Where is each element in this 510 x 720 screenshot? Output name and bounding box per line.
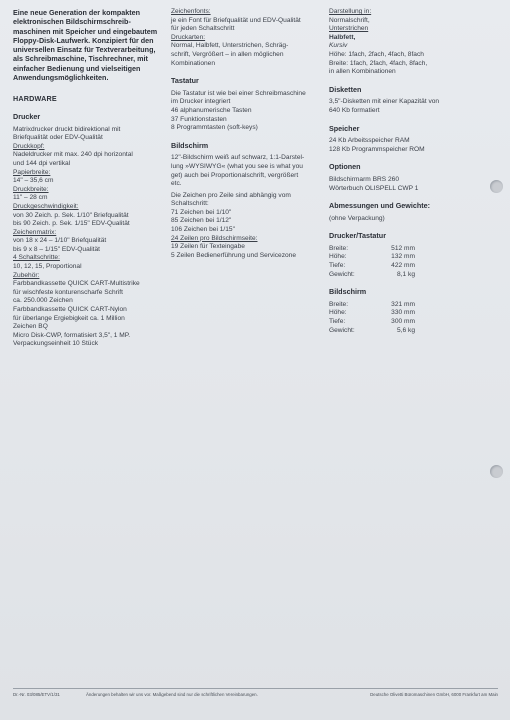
text-halbfett: Halbfett, (329, 33, 356, 41)
label-druckarten: Druckarten: (171, 33, 206, 41)
heading-bildschirm-masse: Bildschirm (329, 287, 367, 297)
text-disketten: 3,5"-Disketten mit einer Kapazität von 640 Kb formatiert (329, 98, 440, 114)
text-optionen: Bildschirmarm BRS 260 Wörterbuch OLISPELL CWP 1 (329, 175, 419, 192)
text-zeichen-pro-zeile: Die Zeichen pro Zeile sind abhängig vom Schaltschritt: 71 Zeichen bei 1/10" 85 Zeichen bei 1/12" 106 Zeichen bei 1/15" (171, 191, 291, 234)
label-zeichenmatrix: Zeichenmatrix: (13, 228, 57, 236)
heading-bildschirm: Bildschirm (171, 140, 209, 150)
footer-disclaimer: Änderungen behalten wir uns vor. Maßgebend sind nur die schriftlichen Vereinbarungen. (86, 692, 258, 697)
text-schaltschritte: 10, 12, 15, Proportional (13, 263, 82, 271)
spec-value: 132 mm (391, 253, 415, 261)
spec-label: Tiefe: (329, 318, 346, 326)
text-zeichenmatrix: von 18 x 24 – 1/10" Briefqualität bis 9 x 8 – 1/15" EDV-Qualität (13, 237, 107, 253)
text-zubehoer: Farbbandkassette QUICK CART-Multistrike für wischfeste konturenscharfe Schrift ca. 250.000 Zeichen Farbbandkassette QUICK CART-Nylon für überlange Ergiebigkeit ca. 1 Million Zeichen BQ Micro Disk-CWP, formatisiert 3,5", 1 MP. Verpackungseinheit 10 Stück (13, 280, 140, 348)
specs-drucker-tastatur (329, 245, 494, 279)
heading-drucker: Drucker (13, 111, 41, 121)
heading-abmessungen: Abmessungen und Gewichte: (329, 201, 431, 211)
spec-label: Tiefe: (329, 262, 346, 270)
spec-value: 422 mm (391, 262, 415, 270)
heading-optionen: Optionen (329, 162, 361, 172)
column-left (13, 8, 165, 349)
label-schaltschritte: 4 Schaltschritte: (13, 254, 60, 262)
spec-value: 8,1 kg (397, 270, 415, 278)
label-papierbreite: Papierbreite: (13, 168, 51, 176)
specs-bildschirm (329, 301, 494, 335)
label-druckkopf: Druckkopf: (13, 142, 45, 150)
column-middle (171, 8, 324, 260)
text-darstellung-groessen: Höhe: 1fach, 2fach, 4fach, 8fach Breite: 1fach, 2fach, 4fach, 8fach, in allen Kombinationen (329, 50, 428, 76)
heading-drucker-tastatur: Drucker/Tastatur (329, 231, 386, 241)
spec-value: 321 mm (391, 300, 415, 308)
label-zeichenfonts: Zeichenfonts: (171, 8, 211, 15)
footer-company: Deutsche Olivetti Büromaschinen GmbH, 6000 Frankfurt am Main (370, 692, 498, 697)
spec-value: 5,6 kg (397, 326, 415, 334)
punch-hole (490, 465, 503, 478)
text-bildschirm: 12"-Bildschirm weiß auf schwarz, 1:1-Darstel- lung »WYSIWYG« (what you see is what you get) auch bei Proportionalschrift, vergrößert etc. (171, 154, 305, 188)
label-druckgeschwindigkeit: Druckgeschwindigkeit: (13, 202, 79, 210)
section-heading-hardware: HARDWARE (13, 94, 57, 104)
label-druckbreite: Druckbreite: (13, 185, 49, 193)
text-zeilen-pro-seite: 19 Zeilen für Texteingabe 5 Zeilen Bedienerführung und Servicezone (171, 243, 296, 259)
label-darstellung: Darstellung in: (329, 8, 372, 15)
spec-value: 512 mm (391, 244, 415, 252)
spec-label: Höhe: (329, 253, 347, 261)
spec-value: 330 mm (391, 309, 415, 317)
label-zubehoer: Zubehör: (13, 271, 40, 279)
text-druckgeschwindigkeit: von 30 Zeich. p. Sek. 1/10" Briefqualität bis 90 Zeich. p. Sek. 1/15" EDV-Qualität (13, 211, 130, 228)
heading-disketten: Disketten (329, 84, 362, 94)
footer-print-number: Dr.-Nr. 03/085/ETV/1/31 (13, 692, 60, 697)
text-tastatur: Die Tastatur ist wie bei einer Schreibmaschine im Drucker integriert 46 alphanumerische Tasten 37 Funktionstasten 8 Programmtasten (soft-keys) (171, 89, 306, 132)
text-speicher: 24 Kb Arbeitsspeicher RAM 128 Kb Programmspeicher ROM (329, 137, 425, 153)
column-right (329, 8, 494, 335)
label-zeilen-pro-seite: 24 Zeilen pro Bildschirmseite: (171, 234, 258, 242)
intro-text: Eine neue Generation der kompakten elektronischen Bildschirmschreibmaschinen mit Speicher und eingebautem Floppy-Disk-Laufwerk. Konzipiert für den universellen Einsatz für Textverarbeitung, als Schreibmaschine, Tischrechner, mit einfacher Bedienung und vielseitigen Anwendungsmöglichkeiten. (13, 8, 158, 83)
text-druckbreite: 11" – 28 cm (13, 194, 48, 202)
text-unterstrichen: Unterstrichen (329, 25, 369, 33)
text-papierbreite: 14" – 35,6 cm (13, 177, 54, 185)
spec-label: Höhe: (329, 309, 347, 317)
text-drucker: Matrixdrucker druckt bidirektional mit Briefqualität oder EDV-Qualität (13, 125, 121, 142)
text-druckkopf: Nadeldrucker mit max. 240 dpi horizontal und 144 dpi vertikal (13, 151, 133, 167)
spec-value: 300 mm (391, 318, 415, 326)
text-druckarten: Normal, Halbfett, Unterstrichen, Schräg- schrift, Vergrößert – in allen möglichen Kombinationen (171, 42, 289, 67)
text-normalschrift: Normalschrift, (329, 16, 370, 24)
text-kursiv: Kursiv (329, 42, 348, 50)
heading-tastatur: Tastatur (171, 76, 199, 86)
spec-label: Breite: (329, 300, 349, 308)
page-footer (13, 688, 498, 697)
spec-label: Breite: (329, 244, 349, 252)
spec-label: Gewicht: (329, 270, 355, 278)
text-zeichenfonts: je ein Font für Briefqualität und EDV-Qualität für jeden Schaltschritt (171, 16, 301, 33)
spec-label: Gewicht: (329, 326, 355, 334)
heading-speicher: Speicher (329, 123, 360, 133)
text-ohne-verpackung: (ohne Verpackung) (329, 214, 385, 222)
